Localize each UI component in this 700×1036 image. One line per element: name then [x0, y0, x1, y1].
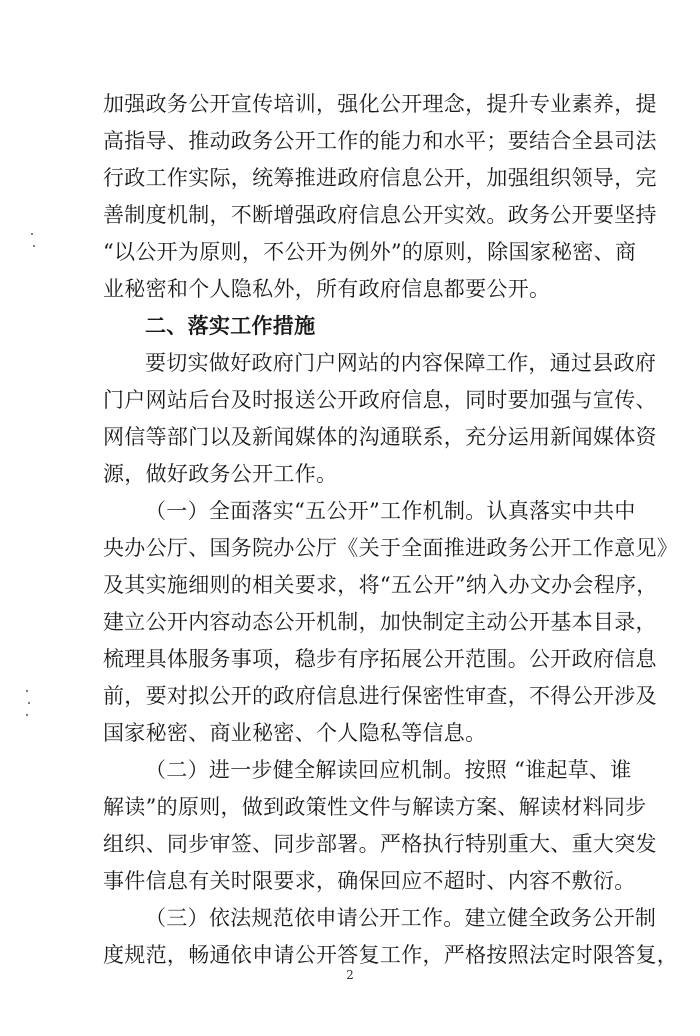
body-line: 建立公开内容动态公开机制，加快制定主动公开基本目录， — [103, 610, 657, 634]
body-line: 高指导、推动政务公开工作的能力和水平；要结合全县司法 — [103, 129, 657, 153]
body-line: 善制度机制，不断增强政府信息公开实效。政务公开要坚持 — [103, 203, 657, 227]
body-line: （三）依法规范依申请公开工作。建立健全政务公开制 — [145, 906, 657, 930]
body-line: 及其实施细则的相关要求，将“五公开”纳入办文办会程序， — [103, 573, 658, 597]
body-line: 事件信息有关时限要求，确保回应不超时、内容不敷衍。 — [103, 869, 636, 893]
body-line: 源，做好政务公开工作。 — [103, 462, 338, 486]
body-line: 度规范，畅通依申请公开答复工作，严格按照法定时限答复， — [103, 943, 679, 967]
body-line: 梳理具体服务事项，稳步有序拓展公开范围。公开政府信息 — [103, 647, 657, 671]
body-line: 门户网站后台及时报送公开政府信息，同时要加强与宣传、 — [103, 388, 657, 412]
body-line: （二）进一步健全解读回应机制。按照 “谁起草、谁 — [145, 758, 632, 782]
scan-speck — [33, 245, 35, 247]
section-heading: 二、落实工作措施 — [145, 313, 316, 338]
body-line: 要切实做好政府门户网站的内容保障工作，通过县政府 — [145, 351, 657, 375]
scan-speck — [26, 714, 28, 716]
body-line: 国家秘密、商业秘密、个人隐私等信息。 — [103, 721, 487, 745]
scan-speck — [26, 690, 28, 692]
body-line: 加强政务公开宣传培训，强化公开理念，提升专业素养，提 — [103, 92, 657, 116]
scan-speck — [31, 233, 33, 235]
body-line: 央办公厅、国务院办公厅《关于全面推进政务公开工作意见》 — [103, 536, 679, 560]
body-line: 前，要对拟公开的政府信息进行保密性审查，不得公开涉及 — [103, 684, 657, 708]
body-line: 组织、同步审签、同步部署。严格执行特别重大、重大突发 — [103, 832, 657, 856]
body-line: （一）全面落实“五公开”工作机制。认真落实中共中 — [145, 499, 636, 523]
scan-speck — [28, 702, 30, 704]
body-line: 行政工作实际，统筹推进政府信息公开，加强组织领导，完 — [103, 166, 657, 190]
body-line: 业秘密和个人隐私外，所有政府信息都要公开。 — [103, 277, 551, 301]
body-line: “以公开为原则，不公开为例外”的原则，除国家秘密、商 — [103, 240, 637, 264]
body-line: 网信等部门以及新闻媒体的沟通联系，充分运用新闻媒体资 — [103, 425, 657, 449]
page-number: 2 — [346, 968, 354, 982]
body-line: 解读”的原则，做到政策性文件与解读方案、解读材料同步 — [103, 795, 647, 819]
